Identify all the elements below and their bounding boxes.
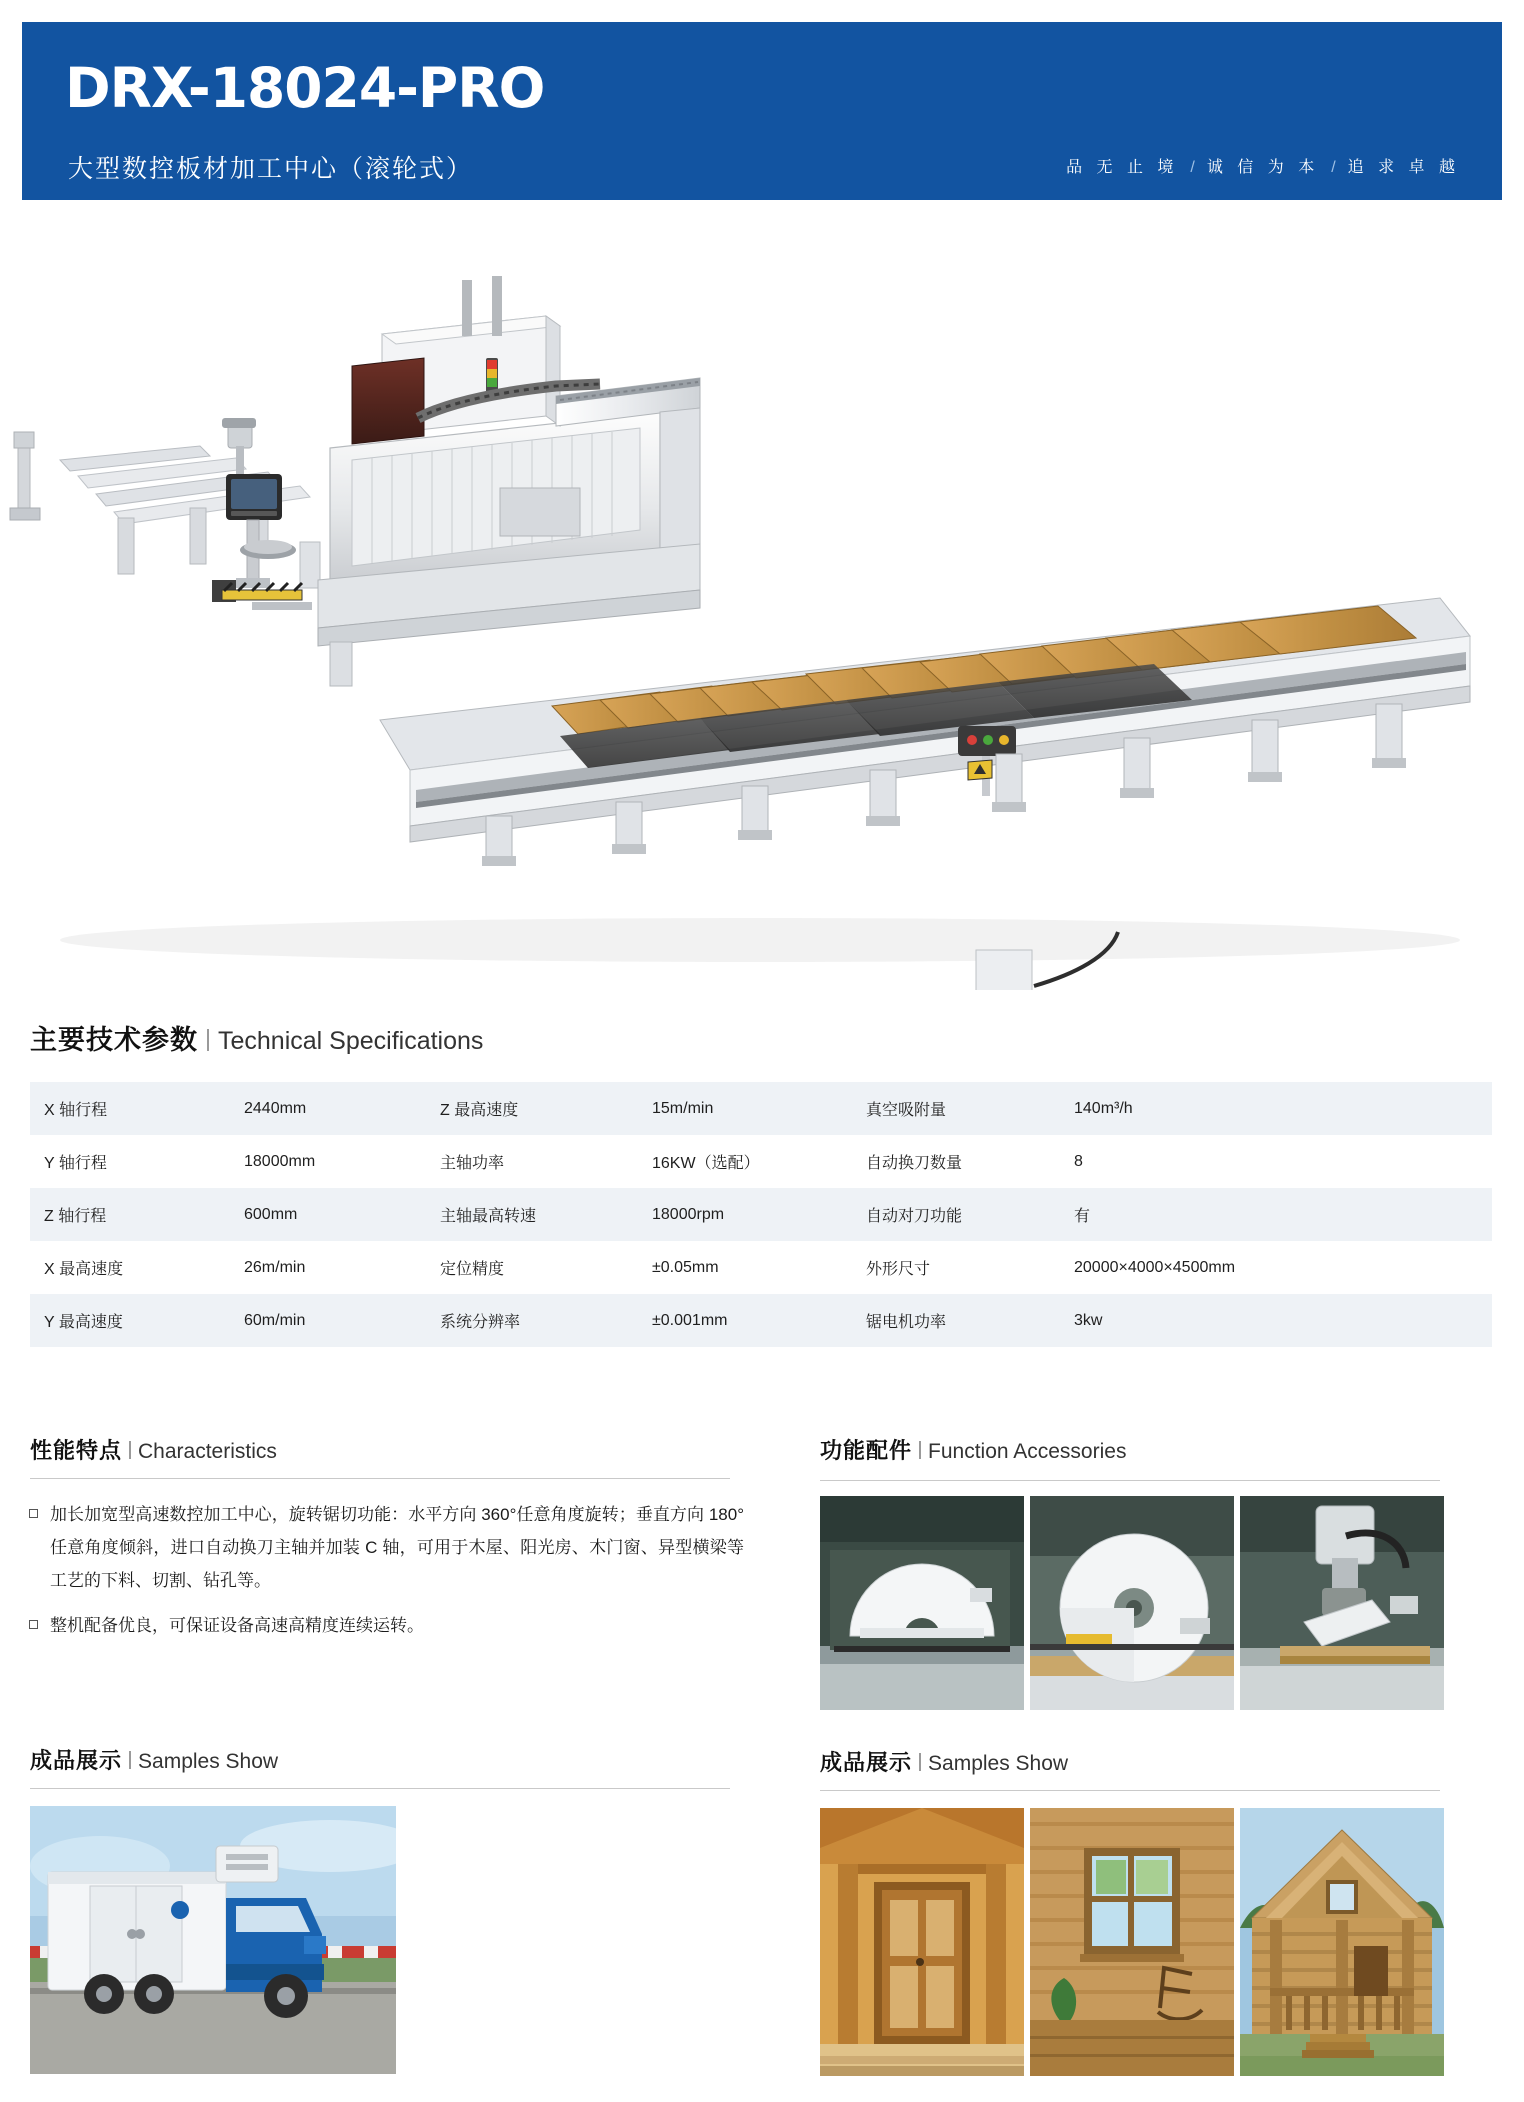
spec-label: Z 轴行程 xyxy=(44,1208,107,1225)
accessory-photo-saw-blade-guard-center xyxy=(1030,1496,1234,1710)
samples-right-title-cn: 成品展示 xyxy=(820,1750,913,1775)
accessory-photo-saw-blade-guard-left xyxy=(820,1496,1024,1710)
section-divider xyxy=(820,1790,1440,1791)
spec-label: Z 最高速度 xyxy=(440,1102,519,1119)
spec-value: 18000mm xyxy=(244,1152,316,1170)
samples-left-title-cn: 成品展示 xyxy=(30,1748,123,1773)
operator-console xyxy=(212,418,320,610)
characteristics-section-title xyxy=(30,1434,277,1465)
table-row xyxy=(30,1241,1492,1294)
spec-label: 自动换刀数量 xyxy=(866,1155,963,1172)
samples-left-title-en: Samples Show xyxy=(138,1750,279,1773)
spec-value: 26m/min xyxy=(244,1258,306,1276)
list-item-text: 加长加宽型高速数控加工中心，旋转锯切功能：水平方向 360°任意角度旋转；垂直方向 180°任意角度倾斜，进口自动换刀主轴并加装 C 轴，可用于木屋、阳光房、木门窗、异型横梁等工艺的下料、切割、钻孔等。 xyxy=(50,1505,744,1590)
section-divider xyxy=(30,1788,730,1789)
list-item xyxy=(28,1498,744,1597)
spec-value: 20000×4000×4500mm xyxy=(1074,1258,1236,1276)
specs-title-cn: 主要技术参数 xyxy=(30,1025,198,1055)
product-model-title: DRX-18024-PRO xyxy=(65,56,545,120)
table-row xyxy=(30,1188,1492,1241)
samples-right-section-title xyxy=(820,1746,1068,1777)
bullet-square-icon xyxy=(29,1509,38,1518)
spec-value: ±0.001mm xyxy=(652,1311,728,1329)
spec-label: 主轴功率 xyxy=(440,1155,505,1172)
gantry-main-body xyxy=(318,276,700,686)
characteristics-title-cn: 性能特点 xyxy=(30,1438,123,1463)
slogan-part-3: 追 求 卓 越 xyxy=(1347,159,1460,176)
specs-section-title xyxy=(30,1018,483,1057)
spec-value: 15m/min xyxy=(652,1099,714,1117)
table-row xyxy=(30,1082,1492,1135)
samples-right-title-en: Samples Show xyxy=(928,1752,1069,1775)
spec-label: 主轴最高转速 xyxy=(440,1208,537,1225)
sample-photo-wooden-door-entry xyxy=(820,1808,1024,2076)
sample-photo-refrigerated-truck-body xyxy=(30,1806,396,2074)
spec-label: X 最高速度 xyxy=(44,1261,124,1278)
title-divider xyxy=(919,1441,921,1459)
spec-value: 8 xyxy=(1074,1152,1083,1170)
spec-label: 真空吸附量 xyxy=(866,1102,947,1119)
section-divider xyxy=(820,1480,1440,1481)
spec-label: Y 轴行程 xyxy=(44,1155,107,1172)
spec-value: ±0.05mm xyxy=(652,1258,719,1276)
spec-label: 锯电机功率 xyxy=(866,1314,947,1331)
section-divider xyxy=(30,1478,730,1479)
slogan-separator-2: / xyxy=(1331,159,1336,176)
spec-label: Y 最高速度 xyxy=(44,1314,123,1331)
slogan-part-1: 品 无 止 境 xyxy=(1066,159,1179,176)
spec-value: 有 xyxy=(1074,1208,1091,1225)
spec-value: 18000rpm xyxy=(652,1205,725,1223)
spec-label: 系统分辨率 xyxy=(440,1314,521,1331)
list-item xyxy=(28,1609,744,1642)
bullet-square-icon xyxy=(29,1620,38,1629)
slogan-separator-1: / xyxy=(1190,159,1195,176)
spec-value: 2440mm xyxy=(244,1099,307,1117)
spec-value: 3kw xyxy=(1074,1311,1103,1329)
samples-left-section-title xyxy=(30,1744,278,1775)
header-slogan xyxy=(1066,154,1460,177)
accessories-title-cn: 功能配件 xyxy=(820,1438,913,1463)
accessories-section-title xyxy=(820,1434,1126,1465)
table-row xyxy=(30,1135,1492,1188)
page-header xyxy=(22,22,1502,200)
sample-photo-log-cabin-interior xyxy=(1030,1808,1234,2076)
product-hero-image xyxy=(0,250,1524,990)
slogan-part-2: 诚 信 为 本 xyxy=(1206,159,1320,176)
accessories-image-strip xyxy=(820,1496,1444,1710)
accessory-photo-spindle-head-right xyxy=(1240,1496,1444,1710)
technical-specifications-table xyxy=(30,1082,1492,1347)
spec-value: 60m/min xyxy=(244,1311,306,1329)
spec-label: 外形尺寸 xyxy=(866,1261,931,1278)
characteristics-title-en: Characteristics xyxy=(138,1440,277,1463)
spec-label: X 轴行程 xyxy=(44,1102,108,1119)
title-divider xyxy=(207,1029,209,1051)
spec-label: 自动对刀功能 xyxy=(866,1208,963,1225)
accessories-title-en: Function Accessories xyxy=(928,1440,1127,1463)
title-divider xyxy=(129,1751,131,1769)
title-divider xyxy=(129,1441,131,1459)
title-divider xyxy=(919,1753,921,1771)
samples-image-strip xyxy=(820,1808,1444,2076)
characteristics-list xyxy=(28,1498,744,1654)
sample-photo-log-cabin-exterior xyxy=(1240,1808,1444,2076)
spec-value: 600mm xyxy=(244,1205,298,1223)
spec-value: 140m³/h xyxy=(1074,1099,1133,1117)
list-item-text: 整机配备优良，可保证设备高速高精度连续运转。 xyxy=(50,1616,424,1635)
spec-value: 16KW（选配） xyxy=(652,1155,760,1172)
specs-title-en: Technical Specifications xyxy=(218,1027,484,1055)
spec-label: 定位精度 xyxy=(440,1261,505,1278)
table-row xyxy=(30,1294,1492,1347)
product-subtitle: 大型数控板材加工中心（滚轮式） xyxy=(68,155,474,183)
